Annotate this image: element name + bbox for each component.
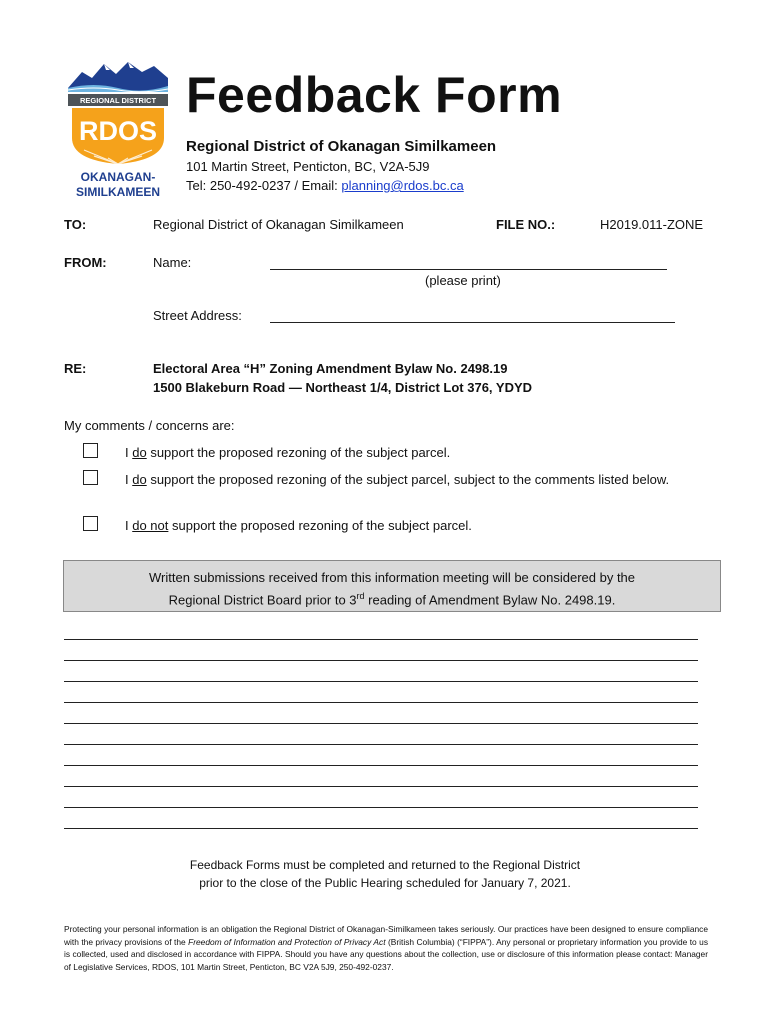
- print-hint: (please print): [425, 273, 501, 288]
- comment-line[interactable]: [64, 765, 698, 766]
- not-support-checkbox[interactable]: [83, 516, 98, 531]
- rdos-logo: [64, 58, 172, 200]
- re-line-1: Electoral Area “H” Zoning Amendment Bylaw No. 2498.19: [153, 361, 508, 376]
- file-no-value: H2019.011-ZONE: [600, 217, 704, 232]
- page-title: Feedback Form: [186, 67, 563, 123]
- support-checkbox[interactable]: [83, 443, 98, 458]
- comment-line[interactable]: [64, 660, 698, 661]
- notice-line-2: Regional District Board prior to 3rd reading of Amendment Bylaw No. 2498.19.: [168, 591, 616, 608]
- organization-name: Regional District of Okanagan Similkameen: [186, 138, 497, 155]
- comment-line[interactable]: [64, 786, 698, 787]
- comment-line[interactable]: [64, 744, 698, 745]
- comment-line[interactable]: [64, 807, 698, 808]
- logo-banner-text: REGIONAL DISTRICT: [79, 96, 157, 105]
- comment-line[interactable]: [64, 702, 698, 703]
- name-label: Name:: [153, 255, 192, 270]
- logo-line2: SIMILKAMEEN: [76, 185, 160, 199]
- footer-line-1: Feedback Forms must be completed and returned to the Regional District: [189, 858, 581, 872]
- file-no-label: FILE NO.:: [496, 217, 556, 232]
- street-address-input-line[interactable]: [270, 322, 675, 323]
- support-with-comments-option-text: I do support the proposed rezoning of the subject parcel, subject to the comments listed below.: [125, 472, 670, 487]
- from-label: FROM:: [64, 255, 107, 270]
- not-support-option-text: I do not support the proposed rezoning of the subject parcel.: [125, 518, 472, 533]
- submission-notice: [63, 560, 721, 612]
- organization-address: 101 Martin Street, Penticton, BC, V2A-5J9: [186, 159, 430, 174]
- to-value: Regional District of Okanagan Similkameen: [153, 217, 404, 232]
- to-label: TO:: [64, 217, 87, 232]
- street-address-label: Street Address:: [153, 308, 242, 323]
- comment-line[interactable]: [64, 828, 698, 829]
- contact-line: [186, 178, 464, 193]
- logo-line1: OKANAGAN-: [80, 170, 156, 184]
- comment-line[interactable]: [64, 681, 698, 682]
- email-link[interactable]: planning@rdos.bc.ca: [341, 178, 464, 193]
- comment-line[interactable]: [64, 639, 698, 640]
- re-line-2: 1500 Blakeburn Road — Northeast 1/4, District Lot 376, YDYD: [153, 380, 533, 395]
- privacy-notice: Protecting your personal information is an obligation the Regional District of Okanagan-Similkameen takes seriously. Our practices have been designed to ensure compliance with the privacy provisions of the Freedom of Information and Protection of Privacy Act (British Columbia) (“FIPPA”). Any personal or proprietary information you provide to us is collected, used and disclosed in accordance with FIPPA. Should you have any questions about the collection, use or disclosure of this information please contact: Manager of Legislative Services, RDOS, 101 Martin Street, Penticton, BC V2A 5J9, 250-492-0237.: [64, 924, 709, 972]
- logo-main-text: RDOS: [78, 116, 158, 146]
- comment-line[interactable]: [64, 723, 698, 724]
- support-with-comments-checkbox[interactable]: [83, 470, 98, 485]
- telephone-text: Tel: 250-492-0237 / Email:: [186, 178, 342, 193]
- return-instructions: [64, 856, 706, 892]
- comments-label: My comments / concerns are:: [64, 418, 235, 433]
- name-input-line[interactable]: [270, 269, 667, 270]
- re-label: RE:: [64, 361, 87, 376]
- support-option-text: I do support the proposed rezoning of the subject parcel.: [125, 445, 451, 460]
- notice-line-1: Written submissions received from this information meeting will be considered by the: [148, 570, 636, 585]
- footer-line-2: prior to the close of the Public Hearing scheduled for January 7, 2021.: [199, 876, 571, 890]
